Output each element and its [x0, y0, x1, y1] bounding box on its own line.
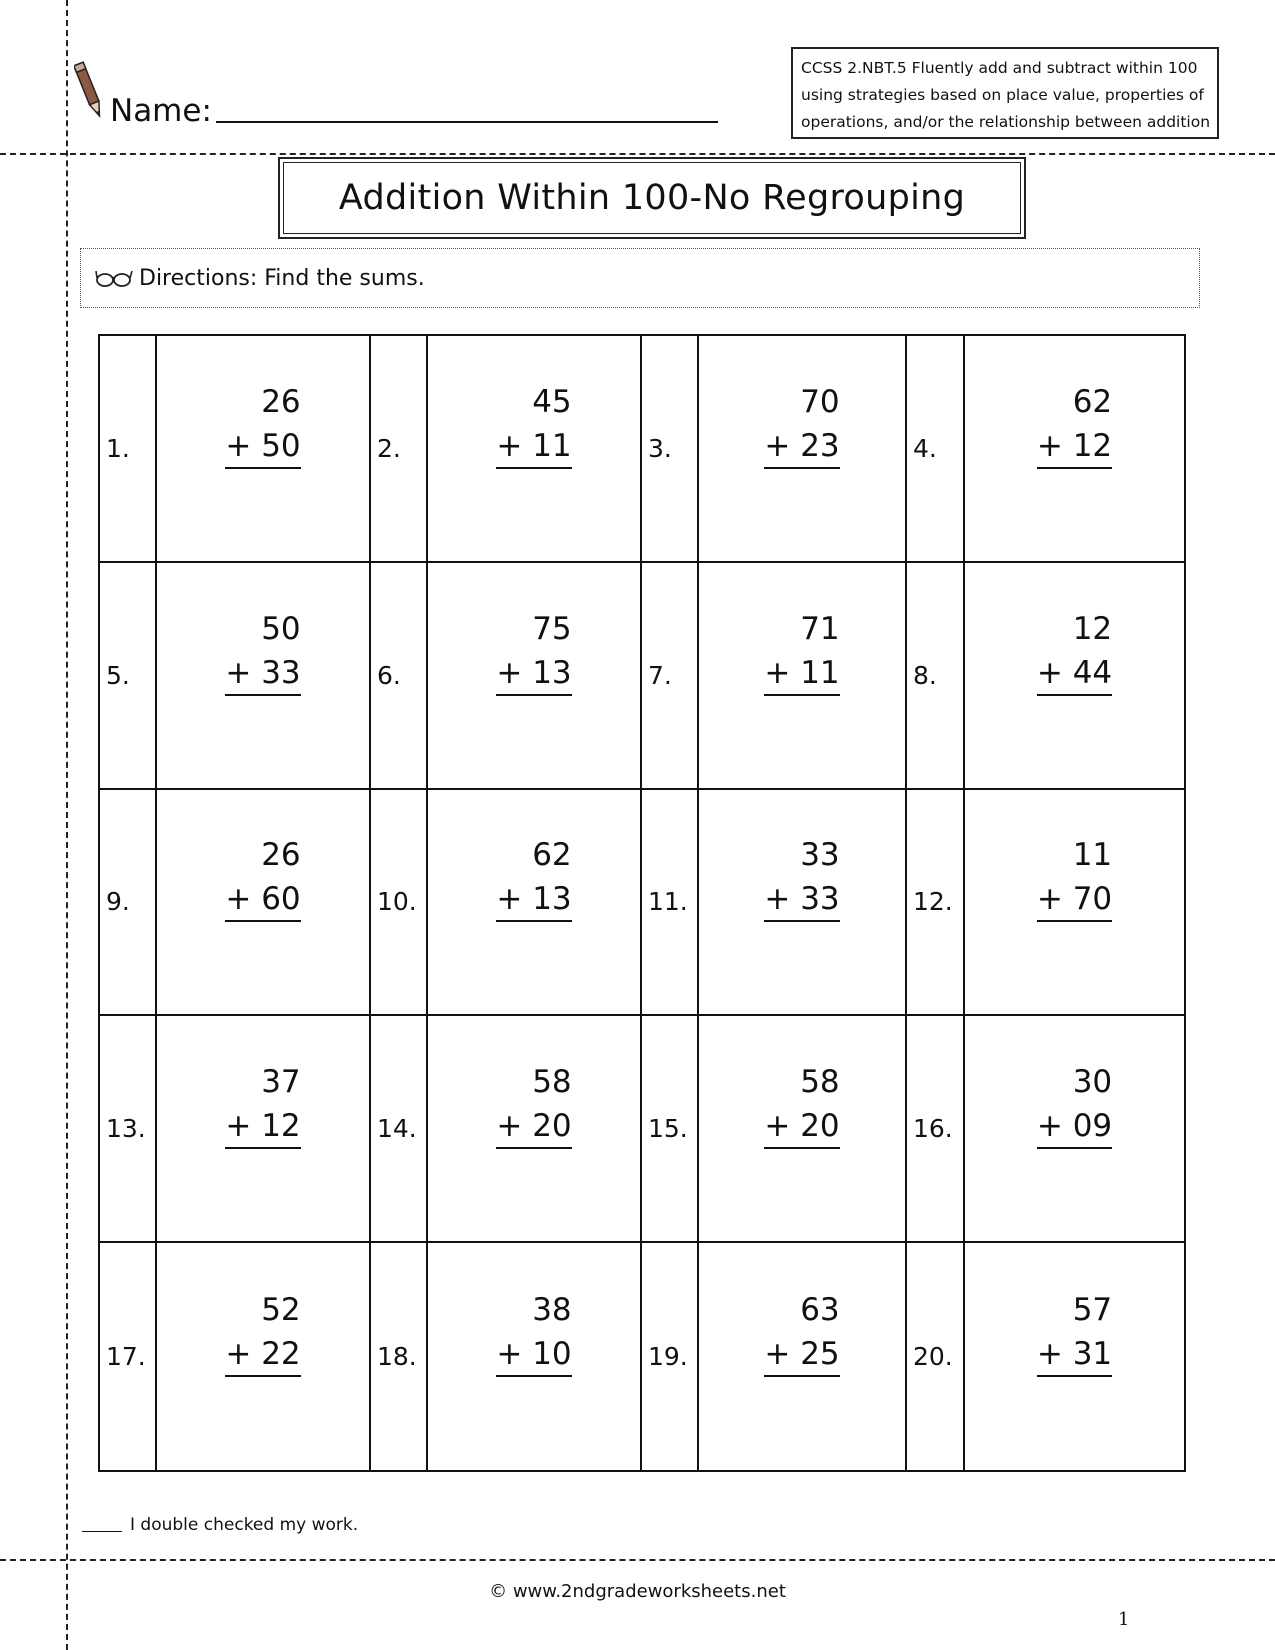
- vertical-dashed-margin-line: [66, 0, 68, 1650]
- problem-cell[interactable]: [428, 1016, 642, 1243]
- problem-number: 15.: [642, 1016, 699, 1243]
- bottom-addend: + 22: [225, 1333, 300, 1377]
- problem-cell[interactable]: [699, 336, 907, 563]
- directions-text: Directions: Find the sums.: [139, 265, 425, 291]
- problem-cell[interactable]: [157, 1016, 371, 1243]
- check-blank-line[interactable]: [82, 1531, 122, 1532]
- top-addend: 58: [532, 1064, 572, 1101]
- top-addend: 63: [800, 1292, 840, 1329]
- addition-problem: [764, 1060, 839, 1149]
- problem-number: 18.: [371, 1243, 428, 1470]
- bottom-addend: + 33: [225, 652, 300, 696]
- page-number: 1: [1118, 1609, 1130, 1630]
- addition-problem: [225, 1060, 300, 1149]
- addition-problem: [764, 380, 839, 469]
- problem-cell[interactable]: [428, 563, 642, 790]
- bottom-addend: + 12: [1037, 425, 1112, 469]
- addition-problem: [1037, 380, 1112, 469]
- addition-problem: [1037, 1288, 1112, 1377]
- bottom-addend: + 09: [1037, 1105, 1112, 1149]
- addition-problem: [496, 1060, 571, 1149]
- problem-number: 8.: [907, 563, 965, 790]
- bottom-addend: + 33: [764, 878, 839, 922]
- bottom-addend: + 11: [496, 425, 571, 469]
- bottom-addend: + 20: [496, 1105, 571, 1149]
- problem-number: 19.: [642, 1243, 699, 1470]
- top-addend: 38: [532, 1292, 572, 1329]
- name-field: [110, 88, 718, 128]
- problem-number: 16.: [907, 1016, 965, 1243]
- top-addend: 50: [261, 610, 301, 647]
- top-addend: 62: [1072, 383, 1113, 420]
- standard-line: using strategies based on place value, properties of: [801, 86, 1204, 104]
- double-check-row: [82, 1513, 358, 1535]
- problem-number: 13.: [100, 1016, 157, 1243]
- glasses-icon: [95, 267, 133, 289]
- problem-number: 2.: [371, 336, 428, 563]
- problem-cell[interactable]: [157, 336, 371, 563]
- addition-problem: [1037, 833, 1112, 922]
- top-addend: 26: [261, 383, 301, 420]
- problem-cell[interactable]: [428, 1243, 642, 1470]
- addition-problem: [764, 833, 839, 922]
- double-check-text: I double checked my work.: [130, 1515, 359, 1535]
- bottom-addend: + 31: [1037, 1333, 1112, 1377]
- copyright-text: © www.2ndgradeworksheets.net: [489, 1581, 786, 1602]
- directions-box: [80, 248, 1200, 308]
- top-dashed-divider: [0, 153, 1275, 155]
- top-addend: 71: [800, 610, 840, 647]
- top-addend: 11: [1072, 837, 1113, 874]
- bottom-addend: + 13: [496, 878, 571, 922]
- top-addend: 57: [1072, 1292, 1113, 1329]
- problem-cell[interactable]: [965, 1243, 1184, 1470]
- bottom-addend: + 20: [764, 1105, 839, 1149]
- addition-problem: [225, 1288, 300, 1377]
- addition-problem: [225, 380, 300, 469]
- worksheet-title: Addition Within 100-No Regrouping: [283, 162, 1021, 234]
- bottom-addend: + 12: [225, 1105, 300, 1149]
- problem-cell[interactable]: [965, 336, 1184, 563]
- addition-problem: [496, 380, 571, 469]
- bottom-addend: + 25: [764, 1333, 839, 1377]
- problem-number: 5.: [100, 563, 157, 790]
- addition-problem: [1037, 1060, 1112, 1149]
- bottom-dashed-divider: [0, 1559, 1275, 1561]
- addition-problem: [764, 1288, 839, 1377]
- problem-number: 20.: [907, 1243, 965, 1470]
- name-label: Name:: [110, 93, 212, 129]
- addition-problem: [225, 833, 300, 922]
- problem-cell[interactable]: [157, 1243, 371, 1470]
- problem-cell[interactable]: [699, 790, 907, 1017]
- top-addend: 33: [800, 837, 840, 874]
- problem-cell[interactable]: [699, 563, 907, 790]
- problem-cell[interactable]: [965, 790, 1184, 1017]
- addition-problem: [225, 607, 300, 696]
- problem-number: 4.: [907, 336, 965, 563]
- problem-number: 7.: [642, 563, 699, 790]
- top-addend: 12: [1072, 610, 1113, 647]
- bottom-addend: + 10: [496, 1333, 571, 1377]
- problem-number: 6.: [371, 563, 428, 790]
- bottom-addend: + 60: [225, 878, 300, 922]
- problem-number: 12.: [907, 790, 965, 1017]
- ccss-standard-box: [791, 47, 1219, 139]
- top-addend: 58: [800, 1064, 840, 1101]
- bottom-addend: + 44: [1037, 652, 1112, 696]
- standard-line: CCSS 2.NBT.5 Fluently add and subtract within 100: [801, 59, 1198, 77]
- bottom-addend: + 13: [496, 652, 571, 696]
- problem-cell[interactable]: [699, 1243, 907, 1470]
- addition-problem: [496, 1288, 571, 1377]
- top-addend: 45: [532, 383, 572, 420]
- standard-line: operations, and/or the relationship between addition: [801, 113, 1211, 131]
- problem-cell[interactable]: [428, 336, 642, 563]
- top-addend: 75: [532, 610, 572, 647]
- problem-grid: [98, 334, 1186, 1472]
- problem-number: 1.: [100, 336, 157, 563]
- problem-cell[interactable]: [428, 790, 642, 1017]
- problem-cell[interactable]: [157, 790, 371, 1017]
- problem-cell[interactable]: [965, 563, 1184, 790]
- problem-cell[interactable]: [157, 563, 371, 790]
- bottom-addend: + 23: [764, 425, 839, 469]
- problem-cell[interactable]: [699, 1016, 907, 1243]
- title-box: [278, 157, 1026, 239]
- bottom-addend: + 50: [225, 425, 300, 469]
- problem-number: 14.: [371, 1016, 428, 1243]
- addition-problem: [496, 833, 571, 922]
- pencil-icon: [74, 58, 104, 122]
- problem-cell[interactable]: [965, 1016, 1184, 1243]
- problem-number: 17.: [100, 1243, 157, 1470]
- top-addend: 62: [532, 837, 572, 874]
- top-addend: 70: [800, 383, 840, 420]
- top-addend: 52: [261, 1292, 301, 1329]
- bottom-addend: + 11: [764, 652, 839, 696]
- problem-number: 10.: [371, 790, 428, 1017]
- addition-problem: [496, 607, 571, 696]
- addition-problem: [764, 607, 839, 696]
- name-blank-line[interactable]: [216, 121, 718, 123]
- bottom-addend: + 70: [1037, 878, 1112, 922]
- problem-number: 3.: [642, 336, 699, 563]
- top-addend: 37: [261, 1064, 301, 1101]
- problem-number: 11.: [642, 790, 699, 1017]
- top-addend: 26: [261, 837, 301, 874]
- top-addend: 30: [1072, 1064, 1113, 1101]
- problem-number: 9.: [100, 790, 157, 1017]
- addition-problem: [1037, 607, 1112, 696]
